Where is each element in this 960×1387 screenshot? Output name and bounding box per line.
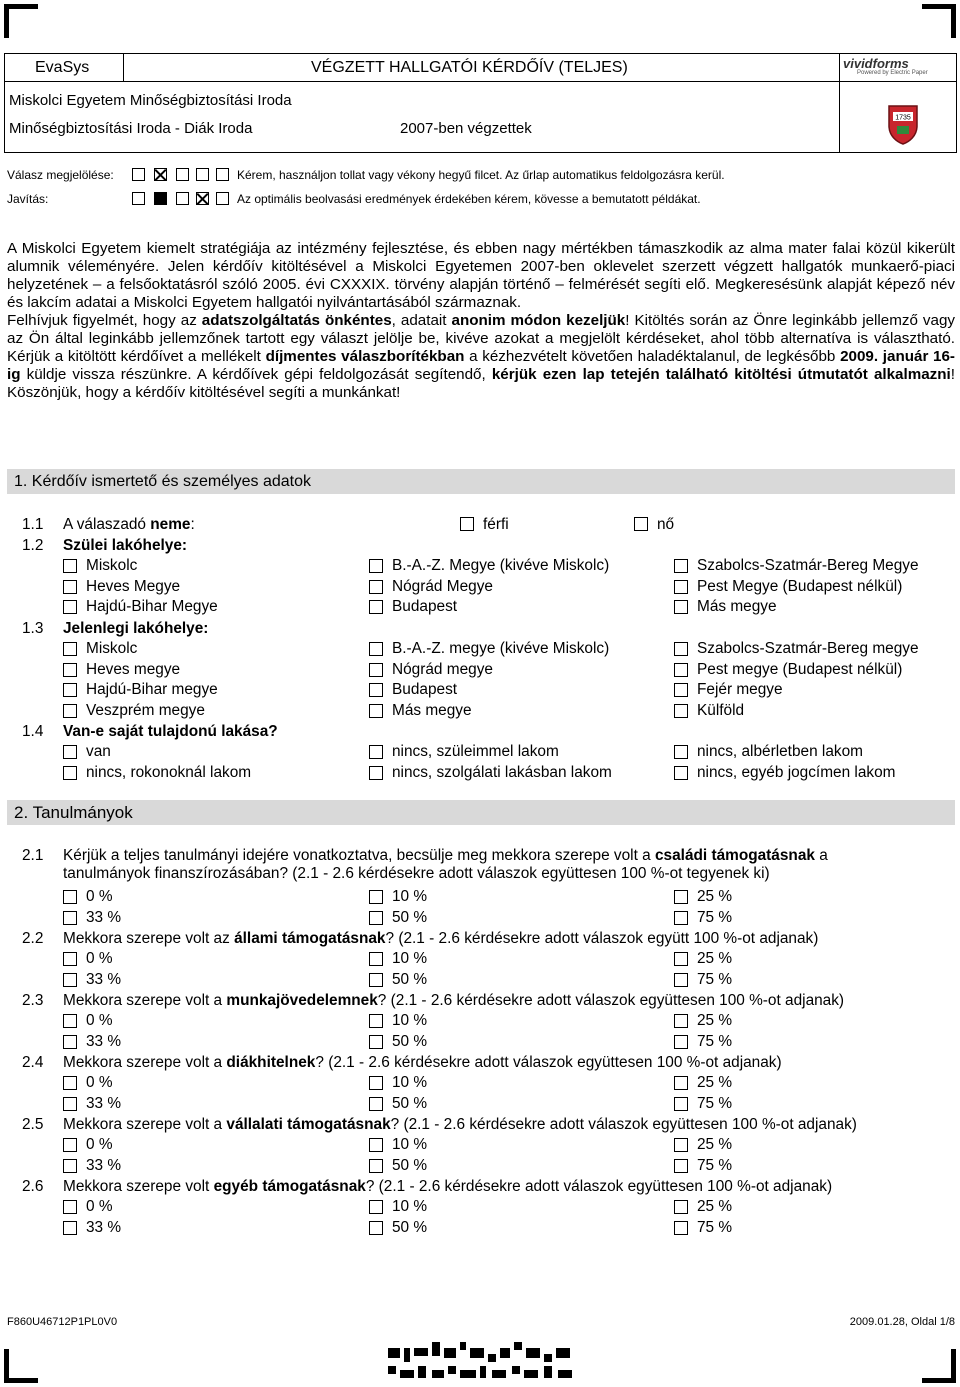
checkbox-option[interactable] <box>369 600 383 614</box>
question-number: 1.1 <box>22 516 44 533</box>
year-label: 2007-ben végzettek <box>400 120 532 137</box>
option-label: 50 % <box>392 1157 428 1174</box>
option-label: 0 % <box>86 888 113 905</box>
option-label: 33 % <box>86 1157 122 1174</box>
option-label: B.-A.-Z. megye (kivéve Miskolc) <box>392 640 610 657</box>
option-label: 50 % <box>392 1095 428 1112</box>
checkbox-option[interactable] <box>63 745 77 759</box>
option-label: Hajdú-Bihar megye <box>86 681 218 698</box>
question-1-4: Van-e saját tulajdonú lakása? <box>63 723 278 740</box>
checkbox-option[interactable] <box>369 911 383 925</box>
checkbox-option[interactable] <box>369 580 383 594</box>
option-label: 75 % <box>697 971 733 988</box>
checkbox-option[interactable] <box>674 1035 688 1049</box>
org-name: Miskolci Egyetem Minőségbiztosítási Iroda <box>9 92 292 109</box>
org-office: Minőségbiztosítási Iroda - Diák Iroda <box>9 120 253 137</box>
form-code: F860U46712P1PL0V0 <box>7 1316 118 1328</box>
section-2-header: 2. Tanulmányok <box>7 800 955 825</box>
question-number: 2.2 <box>22 930 44 947</box>
option-label: 25 % <box>697 1136 733 1153</box>
option-label: 33 % <box>86 1033 122 1050</box>
option-label: Heves megye <box>86 661 181 678</box>
option-label: nincs, rokonoknál lakom <box>86 764 252 781</box>
checkbox-option[interactable] <box>369 559 383 573</box>
checkbox-option[interactable] <box>63 766 77 780</box>
checkbox-option[interactable] <box>63 1138 77 1152</box>
checkbox-option[interactable] <box>674 600 688 614</box>
option-label: 75 % <box>697 1157 733 1174</box>
checkbox-option[interactable] <box>63 1014 77 1028</box>
checkbox-option[interactable] <box>369 1097 383 1111</box>
question-2-2: Mekkora szerepe volt az állami támogatásnak? (2.1 - 2.6 kérdésekre adott válaszok együtt 100 %-ot adjanak) <box>63 930 819 947</box>
option-label: 25 % <box>697 1198 733 1215</box>
example-empty-box <box>216 192 229 205</box>
checkbox-option[interactable] <box>674 1138 688 1152</box>
checkbox-option[interactable] <box>369 663 383 677</box>
checkbox-option[interactable] <box>674 663 688 677</box>
option-label: férfi <box>483 516 509 533</box>
option-label: 75 % <box>697 1033 733 1050</box>
checkbox-option[interactable] <box>63 1221 77 1235</box>
option-label: Veszprém megye <box>86 702 205 719</box>
registration-mark-bottom-right <box>922 1349 956 1383</box>
question-number: 1.2 <box>22 537 44 554</box>
checkbox-option[interactable] <box>63 890 77 904</box>
checkbox-option[interactable] <box>674 745 688 759</box>
option-label: 75 % <box>697 909 733 926</box>
example-empty-box <box>216 168 229 181</box>
option-label: nő <box>657 516 675 533</box>
question-number: 2.5 <box>22 1116 44 1133</box>
option-label: Nógrád Megye <box>392 578 493 595</box>
option-label: Külföld <box>697 702 745 719</box>
option-label: Fejér megye <box>697 681 783 698</box>
checkbox-no[interactable] <box>634 517 648 531</box>
option-label: Heves Megye <box>86 578 181 595</box>
checkbox-option[interactable] <box>674 1076 688 1090</box>
date-page: 2009.01.28, Oldal 1/8 <box>849 1316 955 1328</box>
option-label: 0 % <box>86 1074 113 1091</box>
checkbox-option[interactable] <box>63 1200 77 1214</box>
option-label: 10 % <box>392 1074 428 1091</box>
vividforms-logo: vividforms Powered by Electric Paper <box>843 56 928 76</box>
checkbox-option[interactable] <box>369 952 383 966</box>
checkbox-option[interactable] <box>63 559 77 573</box>
university-crest-icon <box>885 102 921 146</box>
option-label: 10 % <box>392 1136 428 1153</box>
checkbox-ferfi[interactable] <box>460 517 474 531</box>
option-label: Hajdú-Bihar Megye <box>86 598 218 615</box>
checkbox-option[interactable] <box>369 1138 383 1152</box>
checkbox-option[interactable] <box>369 1159 383 1173</box>
form-title: VÉGZETT HALLGATÓI KÉRDŐÍV (TELJES) <box>311 59 628 76</box>
option-label: 33 % <box>86 909 122 926</box>
option-label: 25 % <box>697 1074 733 1091</box>
checkbox-option[interactable] <box>369 745 383 759</box>
checkbox-option[interactable] <box>674 1014 688 1028</box>
option-label: 0 % <box>86 1198 113 1215</box>
option-label: B.-A.-Z. Megye (kivéve Miskolc) <box>392 557 610 574</box>
checkbox-option[interactable] <box>63 1035 77 1049</box>
option-label: 50 % <box>392 1219 428 1236</box>
option-label: nincs, szolgálati lakásban lakom <box>392 764 612 781</box>
question-1-1: A válaszadó neme: <box>63 516 195 533</box>
registration-mark-bottom-left <box>4 1349 38 1383</box>
form-header <box>4 53 957 153</box>
checkbox-option[interactable] <box>674 766 688 780</box>
option-label: nincs, albérletben lakom <box>697 743 863 760</box>
option-label: 25 % <box>697 950 733 967</box>
checkbox-option[interactable] <box>63 580 77 594</box>
checkbox-option[interactable] <box>369 704 383 718</box>
checkbox-option[interactable] <box>369 642 383 656</box>
example-crossed-box <box>196 192 209 205</box>
option-label: Budapest <box>392 681 458 698</box>
checkbox-option[interactable] <box>674 1159 688 1173</box>
option-label: 10 % <box>392 1198 428 1215</box>
checkbox-option[interactable] <box>63 600 77 614</box>
option-label: 10 % <box>392 950 428 967</box>
example-crossed-box <box>154 168 167 181</box>
question-2-6: Mekkora szerepe volt egyéb támogatásnak? (2.1 - 2.6 kérdésekre adott válaszok együttesen 100 %-ot adjanak) <box>63 1178 833 1195</box>
checkbox-option[interactable] <box>63 911 77 925</box>
checkbox-option[interactable] <box>63 663 77 677</box>
option-label: 33 % <box>86 1095 122 1112</box>
option-label: Budapest <box>392 598 458 615</box>
question-number: 2.4 <box>22 1054 44 1071</box>
checkbox-option[interactable] <box>63 642 77 656</box>
option-label: 50 % <box>392 971 428 988</box>
checkbox-option[interactable] <box>63 704 77 718</box>
checkbox-option[interactable] <box>674 580 688 594</box>
option-label: 75 % <box>697 1095 733 1112</box>
correction-instruction: Az optimális beolvasási eredmények érdekében kérem, kövesse a bemutatott példákat. <box>237 192 701 206</box>
checkbox-option[interactable] <box>674 1200 688 1214</box>
question-number: 1.3 <box>22 620 44 637</box>
option-label: Pest Megye (Budapest nélkül) <box>697 578 903 595</box>
option-label: Szabolcs-Szatmár-Bereg megye <box>697 640 919 657</box>
option-label: Pest megye (Budapest nélkül) <box>697 661 903 678</box>
example-filled-box <box>154 192 167 205</box>
option-label: Szabolcs-Szatmár-Bereg Megye <box>697 557 919 574</box>
option-label: 10 % <box>392 1012 428 1029</box>
checkbox-option[interactable] <box>369 1076 383 1090</box>
checkbox-option[interactable] <box>674 704 688 718</box>
checkbox-option[interactable] <box>369 1014 383 1028</box>
checkbox-option[interactable] <box>369 1035 383 1049</box>
checkbox-option[interactable] <box>63 683 77 697</box>
svg-text:1735: 1735 <box>895 114 911 122</box>
checkbox-option[interactable] <box>674 952 688 966</box>
mark-label: Válasz megjelölése: <box>7 168 114 182</box>
option-label: Miskolc <box>86 557 138 574</box>
option-label: 50 % <box>392 909 428 926</box>
checkbox-option[interactable] <box>63 973 77 987</box>
question-number: 2.3 <box>22 992 44 1009</box>
option-label: 0 % <box>86 1136 113 1153</box>
checkbox-option[interactable] <box>674 911 688 925</box>
option-label: 50 % <box>392 1033 428 1050</box>
checkbox-option[interactable] <box>63 1097 77 1111</box>
registration-mark-top-right <box>922 4 956 38</box>
option-label: 33 % <box>86 971 122 988</box>
option-label: 0 % <box>86 950 113 967</box>
example-empty-box <box>176 168 189 181</box>
question-1-3: Jelenlegi lakóhelye: <box>63 620 209 637</box>
question-2-3: Mekkora szerepe volt a munkajövedelemnek? (2.1 - 2.6 kérdésekre adott válaszok együttesen 100 %-ot adjanak) <box>63 992 845 1009</box>
checkbox-option[interactable] <box>63 1159 77 1173</box>
checkbox-option[interactable] <box>674 890 688 904</box>
option-label: nincs, szüleimmel lakom <box>392 743 559 760</box>
question-1-2: Szülei lakóhelye: <box>63 537 188 554</box>
option-label: nincs, egyéb jogcímen lakom <box>697 764 896 781</box>
checkbox-option[interactable] <box>674 642 688 656</box>
question-2-4: Mekkora szerepe volt a diákhitelnek? (2.1 - 2.6 kérdésekre adott válaszok együttesen 100 %-ot adjanak) <box>63 1054 782 1071</box>
section-1-header: 1. Kérdőív ismertető és személyes adatok <box>7 469 955 494</box>
example-empty-box <box>132 192 145 205</box>
checkbox-option[interactable] <box>369 683 383 697</box>
example-empty-box <box>176 192 189 205</box>
checkbox-option[interactable] <box>369 1200 383 1214</box>
question-2-1: Kérjük a teljes tanulmányi idejére vonatkoztatva, becsülje meg mekkora szerepe volt a családi támogatásnak a tanulmányok finanszírozásában? (2.1 - 2.6 kérdésekre adott válaszok együttesen 100 %-ot tegyenek ki) <box>63 847 828 882</box>
question-number: 2.6 <box>22 1178 44 1195</box>
correction-label: Javítás: <box>7 192 49 206</box>
option-label: 25 % <box>697 888 733 905</box>
checkbox-option[interactable] <box>369 890 383 904</box>
example-empty-box <box>196 168 209 181</box>
checkbox-option[interactable] <box>369 973 383 987</box>
question-2-5: Mekkora szerepe volt a vállalati támogatásnak? (2.1 - 2.6 kérdésekre adott válaszok együttesen 100 %-ot adjanak) <box>63 1116 857 1133</box>
option-label: Miskolc <box>86 640 138 657</box>
checkbox-option[interactable] <box>674 1097 688 1111</box>
checkbox-option[interactable] <box>369 1221 383 1235</box>
mark-instruction: Kérem, használjon tollat vagy vékony hegyű filcet. Az űrlap automatikus feldolgozásra kerül. <box>237 168 725 182</box>
question-number: 1.4 <box>22 723 44 740</box>
option-label: 0 % <box>86 1012 113 1029</box>
registration-mark-top-left <box>4 4 38 38</box>
checkbox-option[interactable] <box>63 952 77 966</box>
option-label: 25 % <box>697 1012 733 1029</box>
option-label: 33 % <box>86 1219 122 1236</box>
checkbox-option[interactable] <box>674 559 688 573</box>
checkbox-option[interactable] <box>674 683 688 697</box>
option-label: 10 % <box>392 888 428 905</box>
checkbox-option[interactable] <box>369 766 383 780</box>
checkbox-option[interactable] <box>674 973 688 987</box>
checkbox-option[interactable] <box>63 1076 77 1090</box>
intro-text: A Miskolci Egyetem kiemelt stratégiája az intézmény fejlesztése, és ebben nagy mértékben támaszkodik az alma mater falai közül kikerült alumnik véleményére. Jelen kérdőív kitöltésével a Miskolci Egyetemen 2007-ben oklevelet szerzett végzett hallgatók munkaerő-piaci helyzetének – a felsőoktatásról szóló 2005. évi CXXXIX. törvény alapján történő – felmérését segíti elő. Megkeresésünk alapját képező név és lakcím adatai a Miskolci Egyetem hallgatói nyilvántartásából származnak. Felhívjuk figyelmét, hogy az adatszolgáltatás önkéntes, adatait anonim módon kezeljük! Kitöltés során az Önre leginkább jellemző vagy az Ön által leginkább jellemzőnek tartott egy választ jelölje be, kivéve azokat a megjelölt kérdéseket, ahol több alternatíva is választható. Kérjük a kitöltött kérdőívet a mellékelt díjmentes válaszborítékban a kézhezvételt követően haladéktalanul, de legkésőbb 2009. január 16-ig küldje vissza részünkre. A kérdőívek gépi feldolgozását segítendő, kérjük ezen lap tetején található kitöltési útmutatót alkalmazni! Köszönjük, hogy a kérdőív kitöltésével segíti a munkánkat! <box>7 240 955 401</box>
example-empty-box <box>132 168 145 181</box>
option-label: Nógrád megye <box>392 661 493 678</box>
question-number: 2.1 <box>22 847 44 864</box>
checkbox-option[interactable] <box>674 1221 688 1235</box>
option-label: Más megye <box>697 598 777 615</box>
option-label: 75 % <box>697 1219 733 1236</box>
option-label: Más megye <box>392 702 472 719</box>
app-name: EvaSys <box>35 59 90 76</box>
option-label: van <box>86 743 111 760</box>
barcode <box>388 1340 578 1382</box>
